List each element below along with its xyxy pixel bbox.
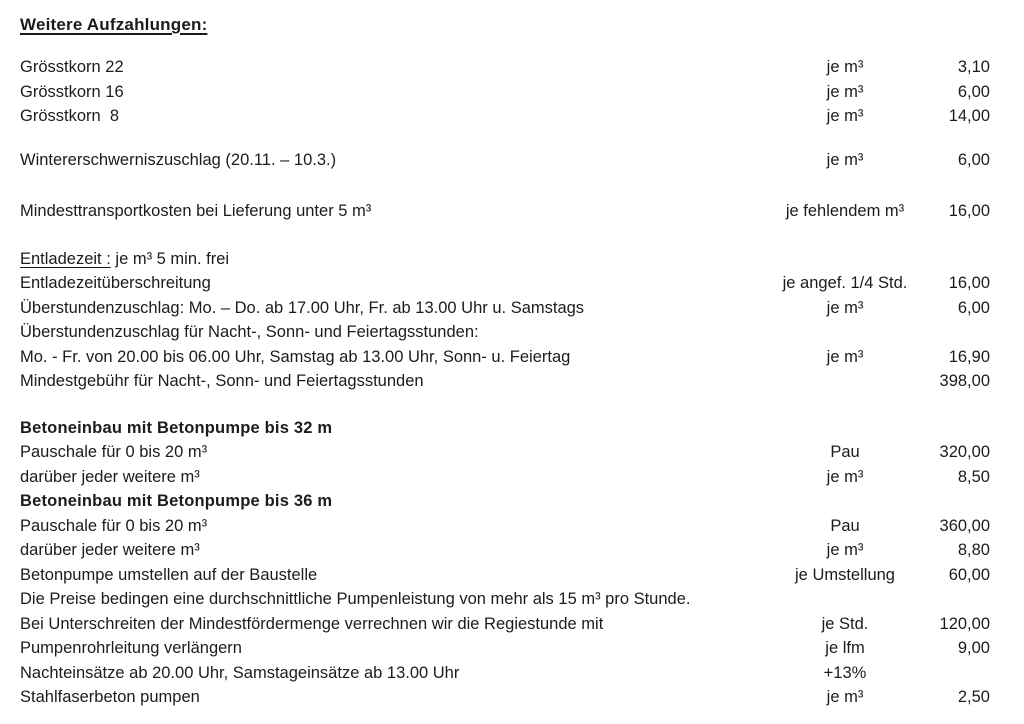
item-label-text: je m³ 5 min. frei	[110, 249, 230, 268]
item-label	[20, 320, 990, 345]
price-row	[20, 587, 990, 612]
price-row	[20, 55, 990, 80]
item-unit: je Umstellung	[795, 565, 895, 584]
item-label	[20, 199, 770, 224]
price-row	[20, 514, 990, 539]
item-price: 320,00	[939, 443, 990, 461]
item-label	[20, 271, 770, 296]
item-label-text: Pumpenrohrleitung verlängern	[20, 639, 242, 657]
item-unit: je angef. 1/4 Std.	[782, 274, 908, 292]
item-label-text: darüber jeder weitere m³	[20, 467, 200, 486]
item-label-text: darüber jeder weitere m³	[20, 541, 200, 559]
item-label-text: Mo. - Fr. von 20.00 bis 06.00 Uhr, Samstag ab 13.00 Uhr, Sonn- u. Feiertag	[20, 347, 571, 366]
item-unit: je Std.	[821, 614, 869, 633]
item-label-text: Pauschale für 0 bis 20 m³	[20, 443, 208, 461]
item-label	[20, 247, 990, 272]
price-row	[20, 465, 990, 490]
price-row	[20, 636, 990, 661]
price-list	[20, 55, 990, 710]
price-row	[20, 247, 990, 272]
item-price: 120,00	[939, 614, 990, 633]
item-label-text: Entladezeitüberschreitung	[20, 274, 211, 292]
item-label-text: Grösstkorn 8	[20, 107, 120, 125]
item-label	[20, 661, 770, 686]
item-price: 14,00	[948, 107, 990, 125]
price-row	[20, 345, 990, 370]
item-label	[20, 636, 770, 661]
item-label	[20, 55, 770, 80]
item-unit: je m³	[826, 58, 864, 76]
item-label	[20, 465, 770, 490]
price-row	[20, 612, 990, 637]
item-label	[20, 685, 770, 710]
price-row	[20, 148, 990, 173]
item-label	[20, 104, 770, 129]
item-unit: je m³	[826, 150, 864, 169]
item-price: 16,00	[948, 274, 990, 292]
item-label	[20, 296, 770, 321]
item-price: 16,90	[948, 347, 990, 366]
item-label-underlined-part: Entladezeit :	[20, 249, 111, 268]
item-unit: je m³	[826, 347, 864, 366]
price-row	[20, 199, 990, 224]
item-label	[20, 416, 990, 441]
price-row	[20, 271, 990, 296]
item-label	[20, 612, 770, 637]
item-label-text: Betonpumpe umstellen auf der Baustelle	[20, 565, 318, 584]
item-unit: je fehlendem m³	[785, 202, 905, 220]
price-row	[20, 296, 990, 321]
item-unit: Pau	[830, 516, 860, 535]
price-row	[20, 104, 990, 129]
item-unit: Pau	[830, 443, 860, 461]
item-unit: je m³	[826, 688, 864, 706]
price-row	[20, 440, 990, 465]
item-label-text: Grösstkorn 16	[20, 82, 124, 101]
item-label-text: Mindestgebühr für Nacht-, Sonn- und Feiertagsstunden	[20, 372, 424, 390]
price-row	[20, 416, 990, 441]
price-row	[20, 563, 990, 588]
item-label-text: Nachteinsätze ab 20.00 Uhr, Samstageinsätze ab 13.00 Uhr	[20, 663, 460, 682]
item-label	[20, 440, 770, 465]
item-unit: je m³	[826, 107, 864, 125]
item-unit: je m³	[826, 82, 864, 101]
item-label	[20, 345, 770, 370]
item-label	[20, 489, 990, 514]
item-price: 8,80	[957, 541, 990, 559]
item-unit: je m³	[826, 541, 864, 559]
item-label-text: Bei Unterschreiten der Mindestfördermenge verrechnen wir die Regiestunde mit	[20, 614, 604, 633]
item-price: 60,00	[948, 565, 990, 584]
price-row	[20, 685, 990, 710]
price-row	[20, 538, 990, 563]
item-price: 8,50	[957, 467, 990, 486]
item-label-text: Die Preise bedingen eine durchschnittliche Pumpenleistung von mehr als 15 m³ pro Stunde.	[20, 590, 691, 608]
price-row	[20, 320, 990, 345]
price-row	[20, 80, 990, 105]
item-label-text: Überstundenzuschlag für Nacht-, Sonn- und Feiertagsstunden:	[20, 323, 479, 341]
item-label-text: Grösstkorn 22	[20, 58, 124, 76]
item-price: 6,00	[957, 82, 990, 101]
item-label	[20, 148, 770, 173]
item-label	[20, 514, 770, 539]
item-label	[20, 563, 770, 588]
item-unit: je m³	[826, 298, 864, 317]
item-label-text: Überstundenzuschlag: Mo. – Do. ab 17.00 Uhr, Fr. ab 13.00 Uhr u. Samstags	[20, 298, 585, 317]
item-label-text: Betoneinbau mit Betonpumpe bis 32 m	[20, 418, 333, 437]
item-label	[20, 369, 770, 394]
item-label-text: Pauschale für 0 bis 20 m³	[20, 516, 208, 535]
item-label-text: Stahlfaserbeton pumpen	[20, 688, 200, 706]
item-price: 6,00	[957, 150, 990, 169]
item-label-text: Mindesttransportkosten bei Lieferung unter 5 m³	[20, 202, 372, 220]
price-row	[20, 661, 990, 686]
item-price: 2,50	[957, 688, 990, 706]
item-price: 3,10	[957, 58, 990, 76]
item-label-text: Betoneinbau mit Betonpumpe bis 36 m	[20, 492, 333, 510]
item-price: 6,00	[957, 298, 990, 317]
page-title: Weitere Aufzahlungen:	[20, 15, 208, 34]
price-row	[20, 489, 990, 514]
item-label-text: Wintererschwerniszuschlag (20.11. – 10.3.)	[20, 150, 337, 169]
item-unit: +13%	[823, 663, 867, 682]
item-unit: je m³	[826, 467, 864, 486]
item-label	[20, 80, 770, 105]
item-label	[20, 587, 990, 612]
item-unit: je lfm	[825, 639, 865, 657]
item-price: 9,00	[957, 639, 990, 657]
item-price: 16,00	[948, 202, 990, 220]
price-row	[20, 369, 990, 394]
item-label	[20, 538, 770, 563]
item-price: 398,00	[939, 372, 990, 390]
item-price: 360,00	[939, 516, 990, 535]
